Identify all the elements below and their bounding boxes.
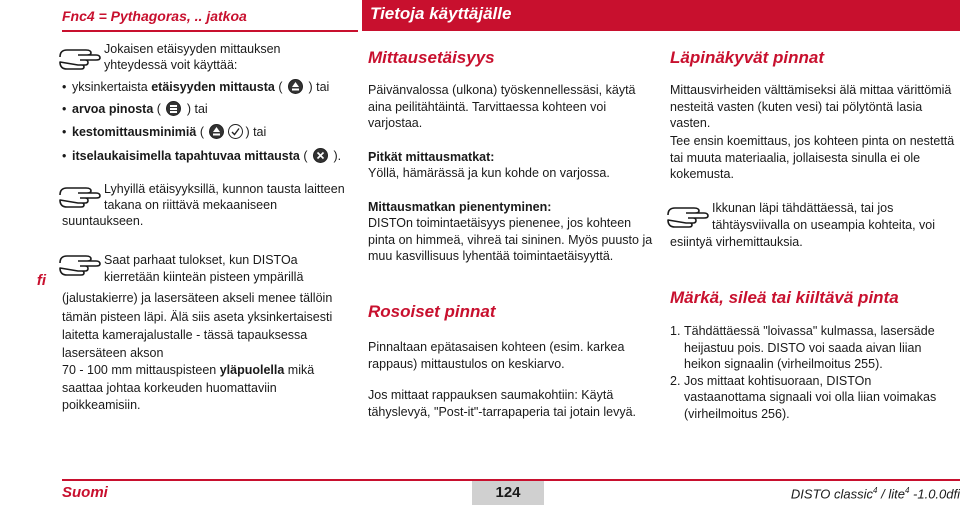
measure-button-icon	[288, 79, 303, 94]
bullet-bold: arvoa pinosta	[72, 102, 154, 116]
tip3-line6: lasersäteen akson	[62, 346, 164, 360]
bullet-post-b: ) tai	[183, 102, 208, 116]
list-text: Tähdättäessä "loivassa" kulmassa, lasersäde heijastuu pois. DISTO voi saada aivan liian heikon signaalin (virheilmoitus 255).	[684, 324, 935, 371]
tip2-line1: Lyhyillä etäisyyksillä, kunnon tausta laitteen	[104, 182, 345, 196]
tip1-line2: yhteydessä voit käyttää:	[104, 58, 238, 72]
tip2-line2: takana on riittävä mekaaniseen	[104, 198, 278, 212]
product-post: -1.0.0dfi	[909, 486, 960, 502]
tip3-line5: laitetta kamerajalustalle - tässä tapauksessa	[62, 328, 308, 342]
paragraph-transparent: Mittausvirheiden välttämiseksi älä mittaa värittömiä nesteitä vasten (kuten vesi) tai pölytöntä lasia vasten.	[670, 83, 952, 130]
bullet-stack	[62, 101, 208, 117]
heading-transparent-surfaces: Läpinäkyvät pinnat	[670, 48, 824, 67]
range-reduction-heading: Mittausmatkan pienentyminen:	[368, 200, 552, 214]
paragraph-long-distance: Yöllä, hämärässä ja kun kohde on varjossa.	[368, 166, 610, 180]
bullet-pre: yksinkertaista	[72, 80, 152, 94]
paragraph-plaster: Jos mittaat rappauksen saumakohtiin: Käytä tähyslevyä, "Post-it"-tarrapaperia tai jotain levyä.	[368, 388, 637, 419]
pointing-hand-icon	[58, 182, 102, 208]
bullet-dot: •	[62, 80, 67, 94]
heading-wet-surfaces: Märkä, sileä tai kiiltävä pinta	[670, 288, 899, 307]
tip3-line2: kierretään kiinteän pisteen ympärillä	[104, 270, 304, 284]
tip3-line3: (jalustakierre) ja lasersäteen akseli menee tällöin	[62, 291, 333, 305]
page-number: 124	[472, 481, 544, 505]
paragraph-daylight: Päivänvalossa (ulkona) työskennellessäsi, käytä aina peilitähtäintä. Tarvittaessa kohteen voi varjostaa.	[368, 83, 636, 130]
bullet-dot: •	[62, 149, 67, 163]
bullet-min	[62, 124, 266, 140]
bullet-post-a: (	[274, 80, 286, 94]
tip1-line1: Jokaisen etäisyyden mittauksen	[104, 42, 281, 56]
bullet-measure	[62, 79, 329, 95]
paragraph-rough: Pinnaltaan epätasaisen kohteen (esim. karkea rappaus) mittaustulos on keskiarvo.	[368, 340, 625, 371]
stack-button-icon	[166, 101, 181, 116]
tip3-line8: saattaa johtaa korkeuden huomattaviin	[62, 381, 277, 395]
footer-language: Suomi	[62, 484, 108, 501]
product-sup2: 4	[904, 486, 910, 495]
tip3-line7-post: mikä	[284, 363, 315, 377]
header-rule	[62, 30, 358, 32]
pointing-hand-icon	[666, 202, 710, 228]
banner	[362, 0, 960, 31]
tip3-line7-bold: yläpuolella	[219, 363, 285, 377]
paragraph-test-measure: Tee ensin koemittaus, jos kohteen pinta on nestettä tai muuta materiaalia, jollaisesta sinulla ei ole kokemusta.	[670, 134, 955, 181]
list-text: Jos mittaat kohtisuoraan, DISTOn vastaanottama signaali voi olla liian voimakas (virheilmoitus 256).	[684, 373, 937, 421]
list-item	[670, 323, 955, 373]
product-sup1: 4	[873, 486, 878, 495]
window-tip-line1: Ikkunan läpi tähdättäessä, tai jos	[712, 201, 894, 215]
window-tip-line3: esiintyä virhemittauksia.	[670, 235, 803, 249]
list-item	[670, 373, 955, 423]
tip3-line1: Saat parhaat tulokset, kun DISTOa	[104, 253, 298, 267]
bullet-dot: •	[62, 102, 67, 116]
timer-button-icon	[313, 148, 328, 163]
bullet-timer	[62, 148, 341, 164]
bullet-post-b: ) tai	[304, 80, 330, 94]
bullet-post-b: ) tai	[245, 125, 267, 139]
list-number: 1.	[670, 324, 681, 338]
product-mid: / lite	[877, 486, 905, 502]
bullet-dot: •	[62, 125, 67, 139]
bullet-bold: etäisyyden mittausta	[151, 80, 275, 94]
tip3-line4: tämän pisteen läpi. Älä siis aseta yksinkertaisesti	[62, 310, 333, 324]
confirm-check-icon	[228, 124, 243, 139]
section-title: Fnc4 = Pythagoras, .. jatkoa	[62, 8, 247, 24]
bullet-bold: itselaukaisimella tapahtuvaa mittausta	[72, 149, 300, 163]
tip3-line7	[62, 362, 314, 379]
measure-button-icon	[209, 124, 224, 139]
bullet-post-a: (	[153, 102, 165, 116]
banner-title: Tietoja käyttäjälle	[370, 4, 512, 23]
long-distance-heading: Pitkät mittausmatkat:	[368, 150, 495, 164]
list-number: 2.	[670, 373, 681, 388]
pointing-hand-icon	[58, 44, 102, 70]
pointing-hand-icon	[58, 250, 102, 276]
heading-rough-surfaces: Rosoiset pinnat	[368, 302, 496, 321]
tip3-line7-pre: 70 - 100 mm mittauspisteen	[62, 363, 220, 377]
bullet-post-a: (	[196, 125, 208, 139]
window-tip-line2: tähtäysviivalla on useampia kohteita, voi	[712, 218, 936, 232]
language-tab: fi	[36, 272, 46, 289]
paragraph-range-reduction: DISTOn toimintaetäisyys pienenee, jos kohteen pinta on himmeä, vihreä tai sininen. Myös puusto ja muu kasvillisuus lyhentää toimintaetäisyyttä.	[368, 216, 653, 263]
footer-product	[755, 486, 960, 501]
heading-measuring-distance: Mittausetäisyys	[368, 48, 495, 67]
bullet-bold: kestomittausminimiä	[72, 125, 197, 139]
wet-surface-list	[670, 323, 955, 422]
tip3-line9: poikkeamisiin.	[62, 398, 141, 412]
tip2-line3: suuntaukseen.	[62, 214, 144, 228]
product-pre: DISTO classic	[790, 486, 874, 502]
bullet-post-a: (	[299, 149, 311, 163]
bullet-post-b: ).	[329, 149, 342, 163]
